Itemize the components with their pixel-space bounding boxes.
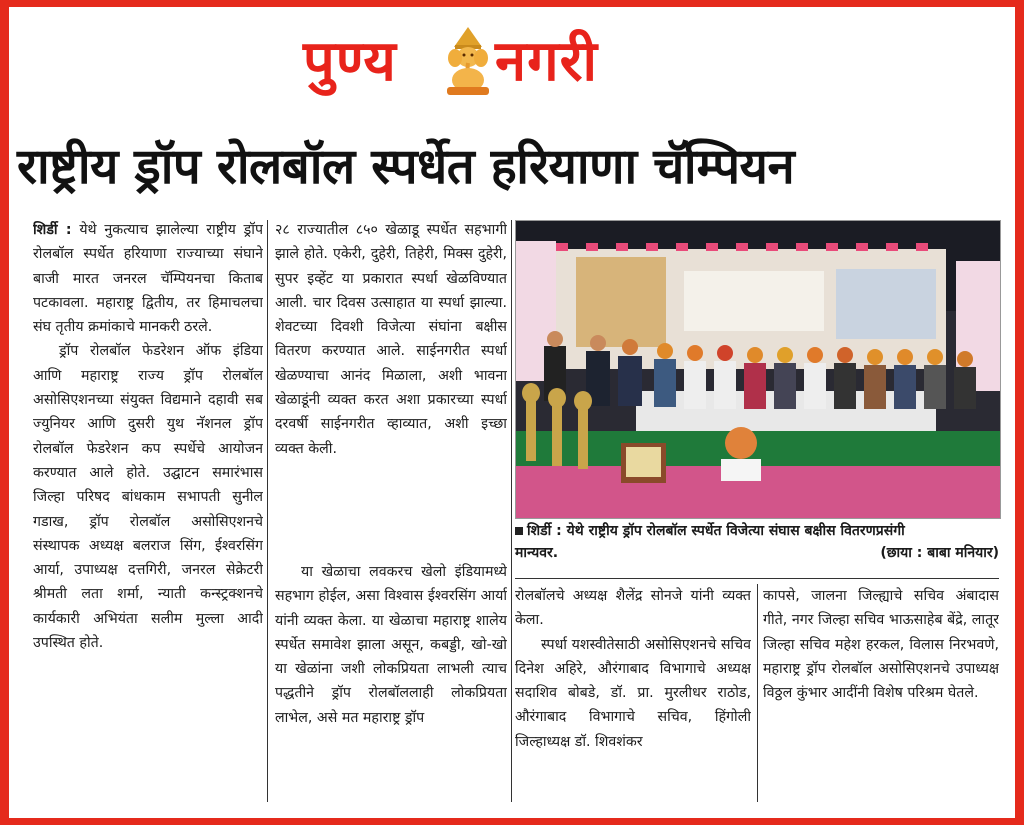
masthead-title-right: नगरी <box>495 29 599 94</box>
column-divider <box>267 220 268 802</box>
article-column-1 <box>33 218 263 802</box>
paragraph-6: स्पर्धा यशस्वीतेसाठी असोसिएशनचे सचिव दिनेश अहिरे, औरंगाबाद विभागाचे अध्यक्ष सदाशिव बोबडे, डॉ. प्रा. मुरलीधर राठोड, औरंगाबाद विभागाचे सचिव, हिंगोली जिल्हाध्यक्ष डॉ. शिवशंकर <box>515 636 751 750</box>
masthead <box>9 7 1015 99</box>
paragraph-4: या खेळाचा लवकरच खेलो इंडियामध्ये सहभाग होईल, असा विश्वास ईश्वरसिंग आर्या यांनी व्यक्त केला. या खेळाचा महाराष्ट्र शालेय स्पर्धेत समावेश झाला असून, कबड्डी, खो-खो या खेळांना जशी लोकप्रियता लाभली त्याच पद्धतीने ड्रॉप रोलबॉललाही लोकप्रियता लाभेल, असे मत महाराष्ट्र ड्रॉप <box>275 564 507 726</box>
caption-bullet-icon <box>515 527 523 535</box>
dateline: शिर्डी : <box>33 222 72 238</box>
caption-dateline: शिर्डी : <box>527 523 562 539</box>
ganesha-icon <box>437 25 499 99</box>
photo-illustration <box>516 221 1000 518</box>
headline: राष्ट्रीय ड्रॉप रोलबॉल स्पर्धेत हरियाणा चॅम्पियन <box>17 138 795 195</box>
paragraph-3: २८ राज्यातील ८५० खेळाडू स्पर्धेत सहभागी झाले होते. एकेरी, दुहेरी, तिहेरी, मिक्स दुहेरी, सुपर इव्हेंट या प्रकारात स्पर्धा खेळविण्यात आली. चार दिवस उत्साहात या स्पर्धा झाल्या. शेवटच्या दिवशी विजेत्या संघांना बक्षीस वितरण करण्यात आले. साईनगरीत स्पर्धा खेळण्याचा आनंद मिळाला, अशी भावना खेळाडूंनी व्यक्त करत अशा प्रकारच्या स्पर्धा दरवर्षी साईनगरीत व्हाव्यात, अशी इच्छा व्यक्त केली. <box>275 222 507 457</box>
newspaper-clipping <box>9 7 1015 818</box>
paragraph-5: रोलबॉलचे अध्यक्ष शैलेंद्र सोनजे यांनी व्यक्त केला. <box>515 588 751 629</box>
column-divider <box>757 584 758 802</box>
paragraph-2: ड्रॉप रोलबॉल फेडरेशन ऑफ इंडिया आणि महाराष्ट्र राज्य ड्रॉप रोलबॉल असोसिएशनच्या संयुक्त विद्यमाने दहावी सब ज्युनियर आणि दुसरी युथ नॅशनल ड्रॉप रोलबॉल फेडरेशन कप स्पर्धेचे आयोजन करण्यात आले होते. उद्घाटन समारंभास जिल्हा परिषद बांधकाम सभापती सुनील गडाख, ड्रॉप रोलबॉल असोसिएशनचे संस्थापक अध्यक्ष बलराज सिंग, ईश्वरसिंग आर्या, उपाध्यक्ष दत्तगिरी, जनरल सेक्रेटरी श्रीमती लता शर्मा, न्याती कन्स्ट्रक्शनचे कार्यकारी अभियंता सलीम मुल्ला आदी उपस्थित होते. <box>33 343 263 652</box>
masthead-title-left: पुण्य <box>303 29 397 94</box>
caption-rule <box>515 578 999 579</box>
caption-text-2: मान्यवर. <box>515 545 559 561</box>
column-divider <box>511 220 512 802</box>
article-column-2 <box>275 218 507 558</box>
event-photo <box>515 220 1001 519</box>
paragraph-7: कापसे, जालना जिल्ह्याचे सचिव अंबादास गीते, नगर जिल्हा सचिव भाऊसाहेब बेंद्रे, लातूर जिल्हा सचिव महेश हरकल, विलास निरभवणे, महाराष्ट्र ड्रॉप रोलबॉल असोसिएशनचे उपाध्यक्ष विठ्ठल कुंभार आदींनी विशेष परिश्रम घेतले. <box>763 588 999 702</box>
photo-caption <box>515 520 999 574</box>
paragraph-1: येथे नुकत्याच झालेल्या राष्ट्रीय ड्रॉप रोलबॉल स्पर्धेत हरियाणा राज्याच्या संघाने बाजी मारत जनरल चॅम्पियनचा किताब पटकावला. महाराष्ट्र द्वितीय, तर हिमाचलचा संघ तृतीय क्रमांकाचे मानकरी ठरले. <box>33 222 263 336</box>
article-column-2-lower <box>275 560 507 802</box>
article-column-4 <box>763 584 999 804</box>
caption-text: येथे राष्ट्रीय ड्रॉप रोलबॉल स्पर्धेत विजेत्या संघास बक्षीस वितरणप्रसंगी <box>566 523 905 539</box>
article-column-3 <box>515 584 751 804</box>
photo-credit: (छाया : बाबा मनियार) <box>880 545 999 561</box>
